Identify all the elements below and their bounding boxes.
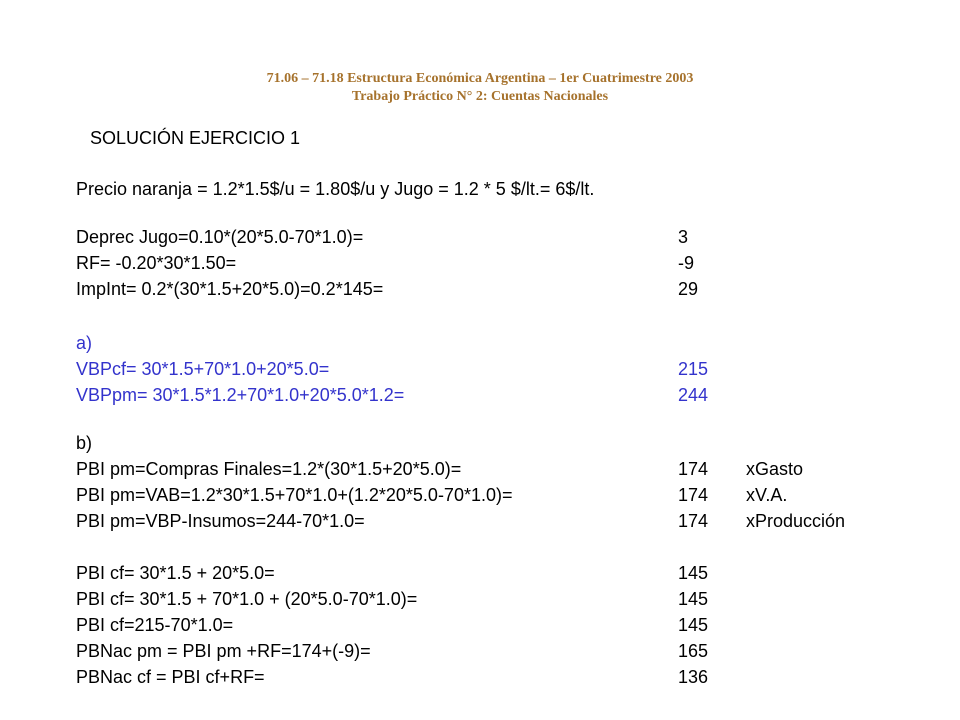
row-value: 165 xyxy=(678,641,709,661)
row-expression: PBNac pm = PBI pm +RF=174+(-9)= xyxy=(76,641,371,661)
row-method-note: xProducción xyxy=(746,511,846,531)
row-expression: PBI cf= 30*1.5 + 70*1.0 + (20*5.0-70*1.0)= xyxy=(76,589,418,609)
section-label: b) xyxy=(76,433,93,453)
row-expression: PBI cf= 30*1.5 + 20*5.0= xyxy=(76,563,275,583)
document-header-assignment: Trabajo Práctico N° 2: Cuentas Nacionales xyxy=(351,89,609,104)
row-expression: PBI cf=215-70*1.0= xyxy=(76,615,234,635)
calc-row-depreciation xyxy=(76,224,936,250)
row-expression: PBI pm=Compras Finales=1.2*(30*1.5+20*5.0)= xyxy=(76,459,462,479)
row-method-note: xV.A. xyxy=(746,485,788,505)
row-value: 145 xyxy=(678,589,709,609)
calc-row-rf xyxy=(76,250,936,276)
row-value: 174 xyxy=(678,511,709,531)
row-value: 215 xyxy=(678,359,709,379)
row-value: 145 xyxy=(678,615,709,635)
row-expression: VBPcf= 30*1.5+70*1.0+20*5.0= xyxy=(76,359,330,379)
solution-title: SOLUCIÓN EJERCICIO 1 xyxy=(90,128,301,148)
calc-row-pbicf-1 xyxy=(76,560,936,586)
calc-row-pbi-va xyxy=(76,482,936,508)
row-value: 174 xyxy=(678,459,709,479)
row-expression: Deprec Jugo=0.10*(20*5.0-70*1.0)= xyxy=(76,227,364,247)
row-expression: ImpInt= 0.2*(30*1.5+20*5.0)=0.2*145= xyxy=(76,279,384,299)
calc-row-pbicf-2 xyxy=(76,586,936,612)
row-value: 29 xyxy=(678,279,699,299)
section-a-label xyxy=(76,330,936,356)
document-header-course: 71.06 – 71.18 Estructura Económica Argentina – 1er Cuatrimestre 2003 xyxy=(266,71,694,86)
calc-row-pbicf-3 xyxy=(76,612,936,638)
row-value: -9 xyxy=(678,253,695,273)
price-text: Precio naranja = 1.2*1.5$/u = 1.80$/u y Jugo = 1.2 * 5 $/lt.= 6$/lt. xyxy=(76,179,595,199)
calc-row-impint xyxy=(76,276,936,302)
section-label: a) xyxy=(76,333,93,353)
row-method-note: xGasto xyxy=(746,459,804,479)
calc-row-vbpcf xyxy=(76,356,936,382)
section-b-label xyxy=(76,430,936,456)
row-value: 145 xyxy=(678,563,709,583)
row-expression: PBI pm=VBP-Insumos=244-70*1.0= xyxy=(76,511,365,531)
calc-row-pbi-produccion xyxy=(76,508,936,534)
calc-row-pbnac-pm xyxy=(76,638,936,664)
row-expression: PBI pm=VAB=1.2*30*1.5+70*1.0+(1.2*20*5.0-70*1.0)= xyxy=(76,485,513,505)
row-expression: VBPpm= 30*1.5*1.2+70*1.0+20*5.0*1.2= xyxy=(76,385,405,405)
calc-row-pbi-gasto xyxy=(76,456,936,482)
row-value: 244 xyxy=(678,385,709,405)
row-value: 174 xyxy=(678,485,709,505)
price-line xyxy=(76,176,936,202)
row-expression: PBNac cf = PBI cf+RF= xyxy=(76,667,265,687)
row-expression: RF= -0.20*30*1.50= xyxy=(76,253,237,273)
calc-row-vbppm xyxy=(76,382,936,408)
row-value: 3 xyxy=(678,227,689,247)
calc-row-pbnac-cf xyxy=(76,664,936,690)
row-value: 136 xyxy=(678,667,709,687)
